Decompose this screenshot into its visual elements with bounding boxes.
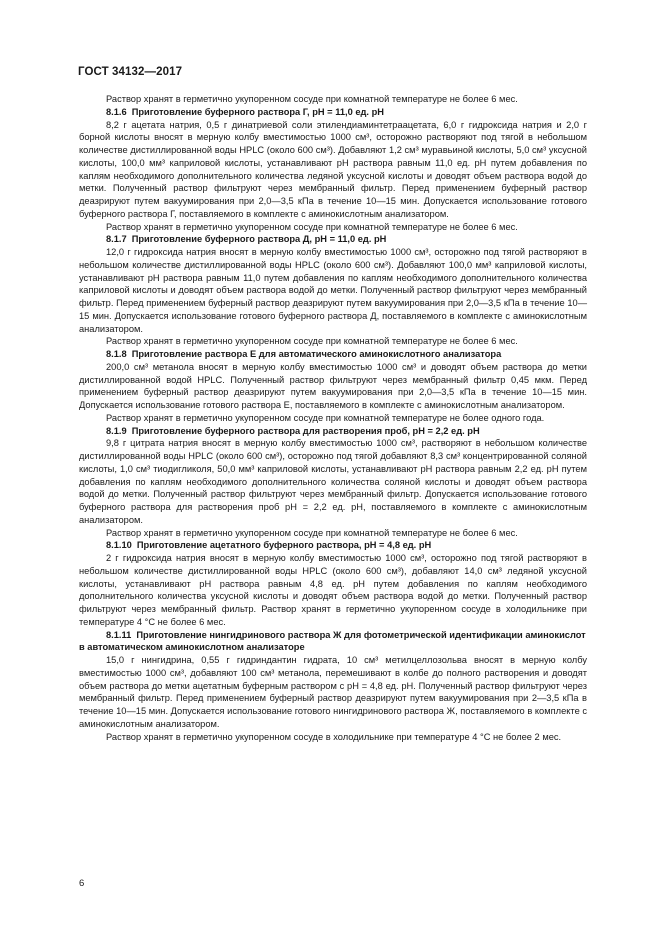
section-number: 8.1.10 [106, 540, 132, 551]
section-number: 8.1.7 [106, 234, 127, 245]
body-paragraph: 9,8 г цитрата натрия вносят в мерную колбу вместимостью 1000 см³, растворяют в небольшом количестве дистиллированной воды HPLC (около 600 см³), осторожно под тягой добавляют 8,3 см³ концентрированной соляной кислоты, 1,0 см³ тиодигликоля, 50,0 мм³ каприловой кислоты, устанавливают рН раствора равным 2,2 ед. рН путем добавления по каплям необходимого дополнительного количества соляной кислоты и доводят объем раствора водой до метки. Полученный раствор фильтруют через мембранный фильтр. Допускается использование готового буферного раствора для растворения проб рН = 2,2 ед. рН, поставляемого в комплекте с аминокислотным анализатором. [79, 438, 587, 525]
body-paragraph: Раствор хранят в герметично укупоренном сосуде при комнатной температуре не более 6 мес. [106, 336, 518, 347]
section-title: Приготовление раствора Е для автоматического аминокислотного анализатора [131, 349, 502, 359]
section-number: 8.1.11 [106, 629, 132, 640]
body-paragraph: 8,2 г ацетата натрия, 0,5 г динатриевой соли этилендиаминтетраацетата, 6,0 г гидроксида натрия и 2,0 г борной кислоты вносят в мерную колбу вместимостью 1000 см³, осторожно растворяют под тягой в небольшом количестве дистиллированной воды HPLC (около 600 см³). Добавляют 1,2 см³ муравьиной кислоты, 5,0 см³ уксусной кислоты, 100,0 мм³ каприловой кислоты, устанавливают рН раствора равным 11,0 ед. рН путем добавления по каплям необходимого дополнительного количества ледяной уксусной кислоты и доводят объем раствора водой до метки. Полученный раствор фильтруют через мембранный фильтр. Перед применением буферный раствор деазрируют путем вакуумирования при 2,0—3,5 кПа в течение 10—15 мин. Допускается использование готового буферного раствора Г, поставляемого в комплекте с аминокислотным анализатором. [79, 119, 587, 219]
section-number: 8.1.8 [106, 349, 127, 359]
section-heading [79, 425, 587, 438]
section-heading [79, 233, 587, 246]
body-paragraph: Раствор хранят в герметично укупоренном сосуде в холодильнике при температуре 4 °С не более 2 мес. [106, 731, 562, 742]
section-number: 8.1.6 [106, 106, 127, 117]
page-number: 6 [79, 878, 85, 889]
section-title: Приготовление нингидринового раствора Ж для фотометрической идентификации аминокислот в автоматическом аминокислотном анализаторе [79, 629, 586, 653]
section-title: Приготовление ацетатного буферного раствора, рН = 4,8 ед. рН [136, 540, 432, 551]
body-paragraph: Раствор хранят в герметично укупоренном сосуде при комнатной температуре не более одного года. [106, 412, 545, 423]
body-paragraph: Раствор хранят в герметично укупоренном сосуде при комнатной температуре не более 6 мес. [106, 94, 518, 104]
document-header: ГОСТ 34132—2017 [78, 66, 183, 78]
section-title: Приготовление буферного раствора Д, рН = 11,0 ед. рН [131, 234, 387, 245]
section-title: Приготовление буферного раствора для растворения проб, рН = 2,2 ед. рН [131, 425, 480, 436]
section-heading [79, 106, 587, 119]
body-paragraph: 15,0 г нингидрина, 0,55 г гидриндантин гидрата, 10 см³ метилцеллозольва вносят в мерную колбу вместимостью 1000 см³, добавляют 100 см³ метанола, перемешивают в колбе до полного растворения и доводят объем раствора до метки ацетатным буферным раствором с рН = 4,8 ед. рН. Полученный раствор фильтруют через мембранный фильтр. Перед применением буферный раствор деазрируют путем вакуумирования при 2—3,5 кПа в течение 10—15 мин. Допускается использование готового нингидринового раствора Ж, поставляемого в комплекте с аминокислотным анализатором. [79, 655, 587, 729]
section-title: Приготовление буферного раствора Г, рН = 11,0 ед. рН [131, 106, 384, 117]
body-paragraph: Раствор хранят в герметично укупоренном сосуде при комнатной температуре не более 6 мес. [106, 221, 518, 232]
body-paragraph: 12,0 г гидроксида натрия вносят в мерную колбу вместимостью 1000 см³, осторожно под тягой растворяют в небольшом количестве дистиллированной воды HPLC (около 600 см³). Добавляют 100,0 мм³ каприловой кислоты, устанавливают рН раствора равным 11,0 путем добавления по каплям необходимого дополнительного количества каприловой кислоты и доводят объем раствора водой до метки. Полученный раствор фильтруют через мембранный фильтр. Перед применением буферный раствор деазрируют путем вакуумирования при 2,0—3,5 кПа в течение 10—15 мин. Допускается использование готового буферного раствора Д, поставляемого в комплекте с аминокислотным анализатором. [79, 247, 587, 334]
section-heading [79, 348, 587, 361]
body-paragraph: 200,0 см³ метанола вносят в мерную колбу вместимостью 1000 см³ и доводят объем раствора до метки дистиллированной водой HPLC. Полученный раствор фильтруют через мембранный фильтр 0,45 мкм. Перед применением буферный раствор деазрируют путем вакуумирования при 2,0—3,5 кПа в течение 10—15 мин. Допускается использование готового раствора Е, поставляемого в комплекте с аминокислотным анализатором. [79, 361, 587, 410]
section-number: 8.1.9 [106, 425, 127, 436]
body-paragraph: 2 г гидроксида натрия вносят в мерную колбу вместимостью 1000 см³, осторожно под тягой растворяют в небольшом количестве дистиллированной воды HPLC (около 600 см³), добавляют 14,0 см³ ледяной уксусной кислоты, устанавливают рН раствора равным 4,8 ед. рН путем добавления по каплям необходимого дополнительного количества уксусной кислоты и доводят объем раствора водой до метки. Полученный раствор фильтруют через мембранный фильтр. Раствор хранят в герметично укупоренном сосуде в холодильнике при температуре 4 °С не более 6 мес. [79, 553, 587, 627]
section-heading [79, 629, 587, 655]
section-heading [79, 539, 587, 552]
body-paragraph: Раствор хранят в герметично укупоренном сосуде при комнатной температуре не более 6 мес. [106, 527, 518, 538]
document-body [79, 93, 587, 743]
